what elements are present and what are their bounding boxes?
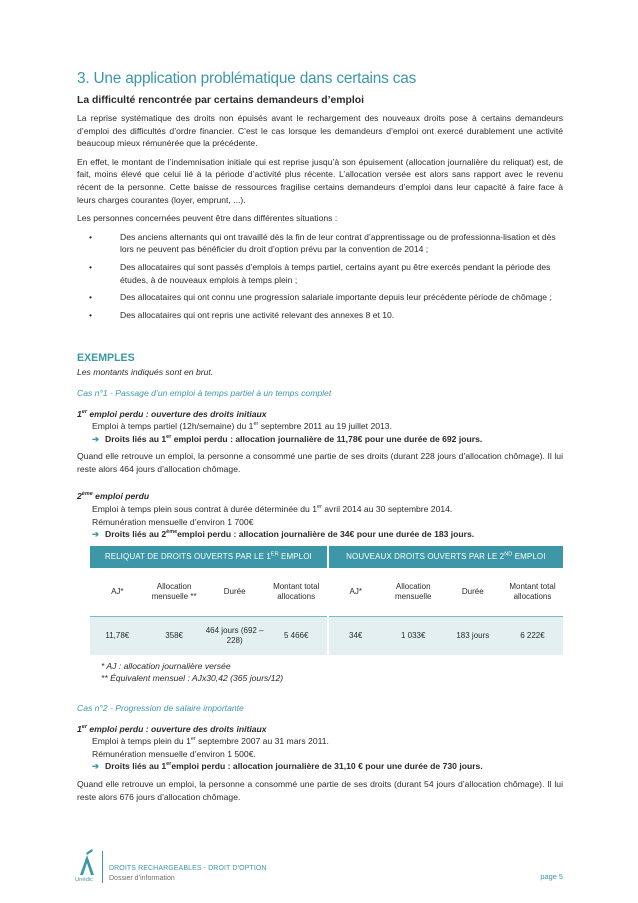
- case-1-emploi-1-period: [77, 420, 563, 433]
- ordinal-suffix: ER: [270, 551, 279, 558]
- column-header: Durée: [204, 568, 266, 617]
- ordinal-suffix: er: [317, 504, 322, 511]
- arrow-right-icon: ➔: [92, 433, 100, 444]
- case-2-period: [77, 735, 563, 748]
- rights-comparison-table: [90, 546, 563, 655]
- table-cell: 11,78€: [90, 616, 145, 655]
- case-2-title: Cas n°2 - Progression de salaire importante: [77, 703, 244, 714]
- bullet-icon: •: [89, 309, 93, 320]
- period-text: Emploi à temps plein sous contrat à durée déterminée du 1: [92, 504, 317, 515]
- table-row: [90, 616, 563, 655]
- table-cell: 6 222€: [502, 616, 563, 655]
- bullet-icon: •: [89, 261, 93, 272]
- ordinal-number: 2: [77, 491, 82, 502]
- rights-text-b: emploi perdu : allocation journalière de 11,78€ pour une durée de 692 jours.: [171, 433, 483, 444]
- column-header: Durée: [444, 568, 502, 617]
- period-text-end: avril 2014 au 30 septembre 2014.: [321, 504, 453, 515]
- list-item-text: Des allocataires qui ont repris une activité relevant des annexes 8 et 10.: [120, 309, 395, 320]
- case-1-emploi-2-heading: [77, 490, 563, 503]
- table-footnote-1: * AJ : allocation journalière versée: [101, 660, 231, 671]
- table-header-right: [328, 546, 563, 568]
- rights-text-a: Droits liés au 2: [105, 529, 167, 540]
- case-1-emploi-2-salary: Rémunération mensuelle d’environ 1 700€: [92, 516, 254, 527]
- subsection-title: La difficulté rencontrée par certains demandeurs d’emploi: [77, 95, 364, 106]
- header-text: RELIQUAT DE DROITS OUVERTS PAR LE 1: [104, 551, 271, 561]
- heading-text: emploi perdu : ouverture des droits initiaux: [86, 723, 267, 734]
- table-cell: 1 033€: [383, 616, 444, 655]
- examples-note: Les montants indiqués sont en brut.: [77, 367, 214, 378]
- case-1-emploi-1-rights: [77, 433, 563, 446]
- column-header: Montant total allocations: [266, 568, 328, 617]
- table-cell: 183 jours: [444, 616, 502, 655]
- table-column-row: [90, 568, 563, 617]
- bullet-icon: •: [89, 231, 93, 242]
- list-item-text: Des allocataires qui ont connu une progression salariale importante depuis leur précédente période de chômage ;: [120, 292, 552, 303]
- rights-text: [105, 760, 483, 773]
- examples-title: EXEMPLES: [77, 352, 135, 365]
- column-header: Montant total allocations: [502, 568, 563, 617]
- case-1-emploi-2-period: [77, 503, 563, 516]
- section-title: 3. Une application problématique dans certains cas: [77, 70, 417, 87]
- page-number: page 5: [540, 872, 563, 881]
- rights-text-a: Droits liés au 1: [105, 761, 167, 772]
- ordinal-number: 1: [77, 408, 82, 419]
- arrow-right-icon: ➔: [92, 761, 100, 772]
- ordinal-suffix: er: [253, 421, 259, 428]
- rights-text-b: emploi perdu : allocation journalière de 34€ pour une durée de 183 jours.: [177, 529, 475, 540]
- footer-title: DROITS RECHARGEABLES - DROIT D’OPTION: [109, 865, 267, 872]
- column-header: AJ*: [90, 568, 145, 617]
- ordinal-suffix: er: [81, 408, 87, 415]
- case-1-paragraph: Quand elle retrouve un emploi, la personne a consommé une partie de ses droits (durant 228 jours d’allocation chômage). Il lui reste alors 464 jours d’allocation chômage.: [77, 451, 563, 474]
- list-item-text: Des anciens alternants qui ont travaillé dès la fin de leur contrat d’apprentissage ou de professionna-lisation et dès lors ne peuvent pas bénéficier du droit d’option prévu par la convention de 2014 ;: [120, 231, 556, 255]
- rights-text: [105, 528, 474, 541]
- spacer: [77, 481, 563, 490]
- logo-text: Unédic: [75, 877, 94, 883]
- situations-list: [77, 231, 563, 322]
- page-content: [77, 70, 563, 809]
- heading-text: emploi perdu: [92, 491, 150, 502]
- case-2-emploi-1-heading: [77, 723, 563, 736]
- paragraph-2: En effet, le montant de l’indemnisation initiale qui est reprise jusqu’à son épuisement (allocation journalière du reliquat) est, de fait, moins élevé que celui lié à la période d’activité plus récente. L’allocation versée est alors sans rapport avec le revenu récent de la personne. Cette baisse de ressources fragilise certains demandeurs d’emploi dans leur capacité à faire face à leurs charges courantes (loyer, emprunt, ...).: [77, 156, 563, 205]
- period-text: Emploi à temps partiel (12h/semaine) du 1: [92, 421, 254, 432]
- period-text-end: septembre 2011 au 19 juillet 2013.: [258, 421, 392, 432]
- list-item-text: Des allocataires qui sont passés d’emplois à temps partiel, certains ayant pu être exercés pendant la période des études, à de nouveaux emplois à temps plein ;: [120, 261, 551, 285]
- ordinal-suffix: er: [166, 433, 172, 440]
- ordinal-suffix: ème: [166, 529, 178, 536]
- arrow-right-icon: ➔: [92, 529, 100, 540]
- case-1-emploi-2-rights: [77, 528, 563, 541]
- paragraph-3: Les personnes concernées peuvent être dans différentes situations :: [77, 213, 338, 224]
- column-header: Allocation mensuelle: [383, 568, 444, 617]
- list-item: [77, 261, 563, 286]
- list-item: [77, 309, 563, 322]
- table-cell: 5 466€: [266, 616, 328, 655]
- case-2-rights: [77, 760, 563, 773]
- column-header: AJ*: [328, 568, 383, 617]
- table-cell: 358€: [145, 616, 204, 655]
- period-text-end: septembre 2007 au 31 mars 2011.: [195, 736, 329, 747]
- case-2-salary: Rémunération mensuelle d’environ 1 500€.: [92, 748, 256, 759]
- table-header-left: [90, 546, 328, 568]
- list-item: [77, 231, 563, 256]
- footer-subtitle: Dossier d’information: [109, 875, 175, 882]
- case-1-emploi-1-heading: [77, 408, 563, 421]
- footer-divider: [102, 851, 103, 883]
- page-footer: [77, 849, 563, 889]
- table-footnote-2: ** Équivalent mensuel : AJx30,42 (365 jours/12): [101, 673, 284, 684]
- case-2-paragraph: Quand elle retrouve un emploi, la personne a consommé une partie de ses droits (durant 54 jours d’allocation chômage). Il lui reste alors 676 jours d’allocation chômage.: [77, 779, 563, 802]
- spacer: [77, 685, 563, 702]
- ordinal-suffix: er: [190, 736, 196, 743]
- header-text: NOUVEAUX DROITS OUVERTS PAR LE 2: [346, 551, 505, 561]
- period-text: Emploi à temps plein du 1: [92, 736, 191, 747]
- ordinal-suffix: er: [81, 723, 87, 730]
- column-header: Allocation mensuelle **: [145, 568, 204, 617]
- header-text-end: EMPLOI: [512, 551, 546, 561]
- table-cell: 34€: [328, 616, 383, 655]
- bullet-icon: •: [89, 292, 93, 303]
- rights-text-b: emploi perdu : allocation journalière de 31,10 € pour une durée de 730 jours.: [171, 761, 483, 772]
- list-item: [77, 291, 563, 304]
- ordinal-suffix: er: [166, 761, 172, 768]
- paragraph-1: La reprise systématique des droits non épuisés avant le rechargement des nouveaux droits pose à certains demandeurs d’emploi des difficultés d’ordre financier. C’est le cas lorsque les demandeurs d’emploi ont exercé durablement une activité beaucoup mieux rémunérée que la précédente.: [77, 113, 563, 149]
- ordinal-suffix: ème: [81, 491, 93, 498]
- table-cell: 464 jours (692 – 228): [204, 616, 266, 655]
- header-text-end: EMPLOI: [278, 551, 312, 561]
- ordinal-suffix: ND: [504, 551, 513, 558]
- table-header-row: [90, 546, 563, 568]
- ordinal-number: 1: [77, 723, 82, 734]
- rights-text: [105, 433, 482, 446]
- case-1-title: Cas n°1 - Passage d’un emploi à temps partiel à un temps complet: [77, 387, 332, 398]
- rights-text-a: Droits liés au 1: [105, 433, 167, 444]
- heading-text: emploi perdu : ouverture des droits initiaux: [86, 408, 267, 419]
